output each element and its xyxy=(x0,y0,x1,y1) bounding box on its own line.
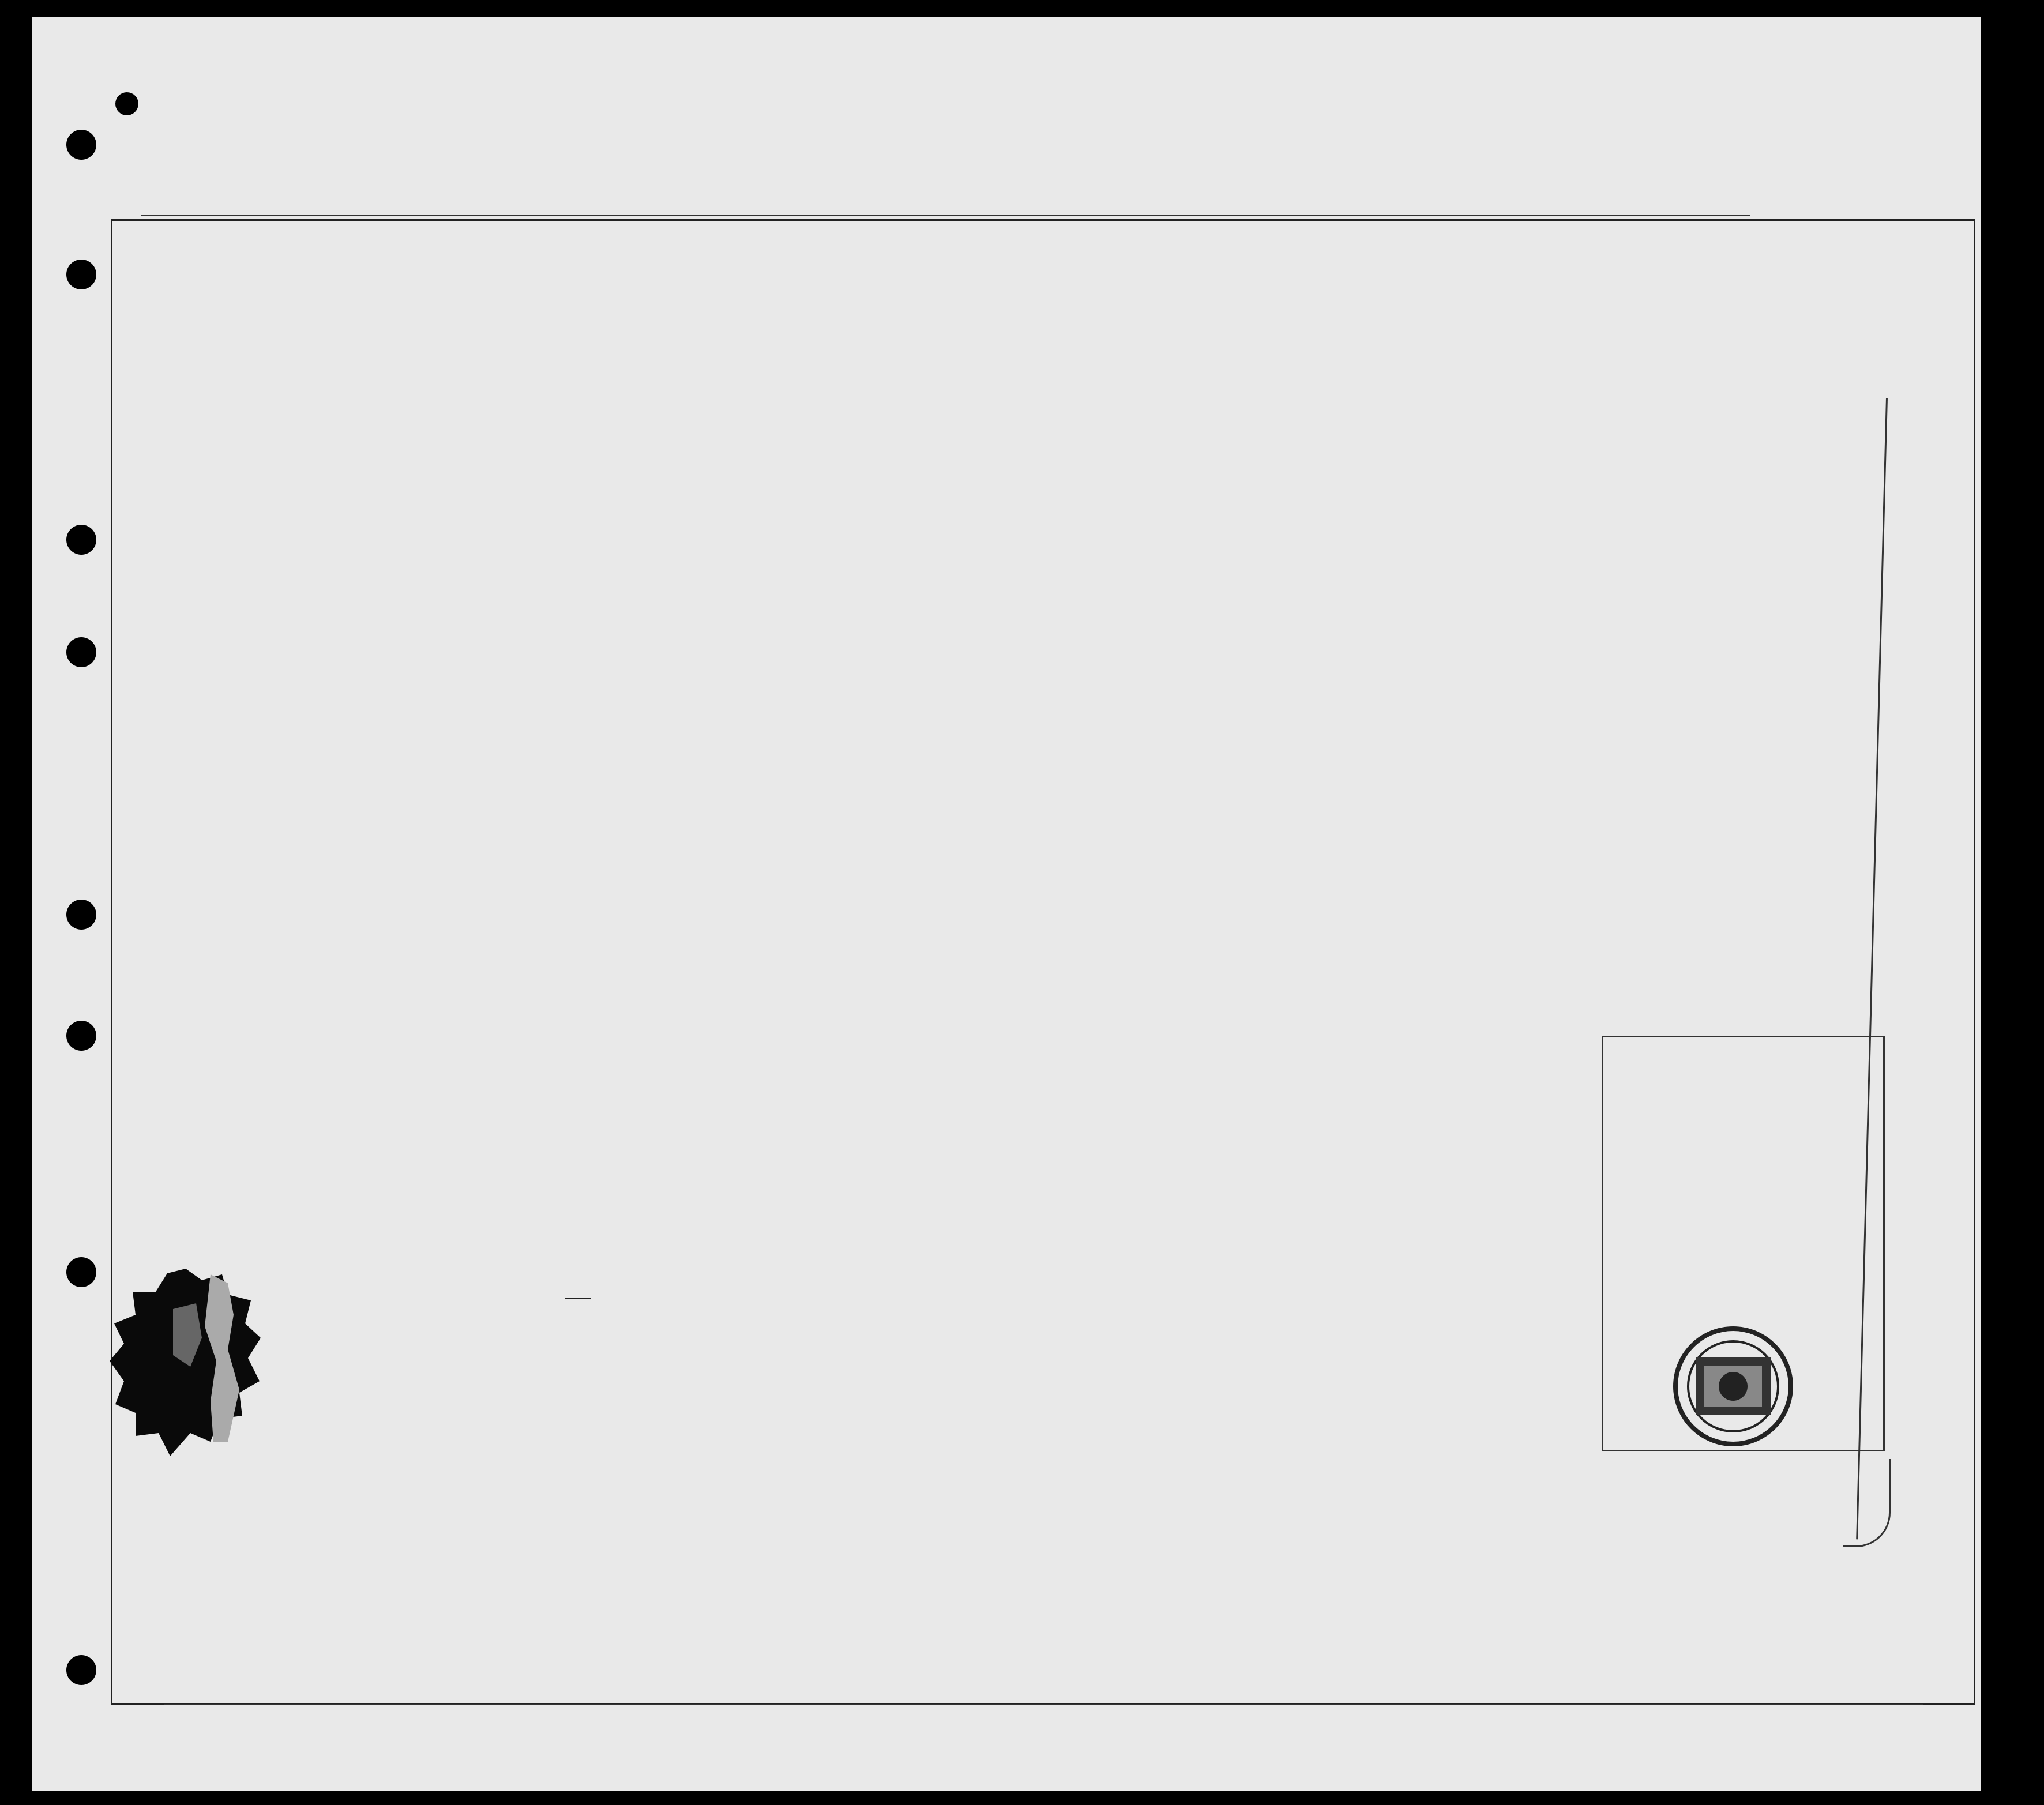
punch-hole xyxy=(66,130,96,160)
sheet-number-block xyxy=(1733,81,1741,112)
manifest-sheet xyxy=(32,17,1981,1791)
embossed-seal xyxy=(110,1269,262,1459)
punch-hole xyxy=(66,525,96,555)
punch-hole xyxy=(66,1655,96,1685)
closing-count xyxy=(565,1269,591,1299)
punch-hole xyxy=(66,260,96,289)
punch-hole xyxy=(66,1257,96,1287)
punch-hole xyxy=(66,900,96,930)
punch-hole xyxy=(66,1021,96,1051)
manifest-table xyxy=(111,219,1975,1705)
fee-stamp-seal xyxy=(1673,1326,1794,1447)
voyage-underline xyxy=(141,215,1750,216)
punch-hole xyxy=(115,92,138,115)
consulate-visa-stamp xyxy=(1602,1036,1885,1451)
punch-hole xyxy=(66,637,96,667)
closing-statement xyxy=(554,1269,602,1302)
footer-rule xyxy=(164,1704,1923,1705)
voyage-line xyxy=(141,188,1929,217)
